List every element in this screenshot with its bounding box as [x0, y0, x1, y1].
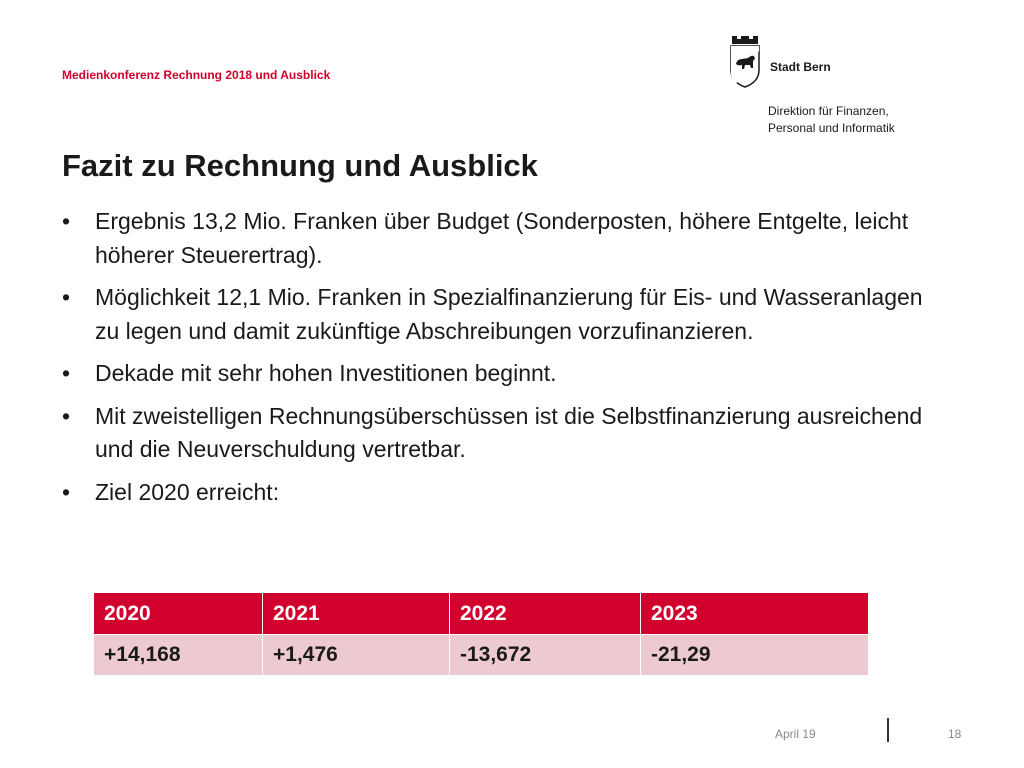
department-line: Personal und Informatik [768, 121, 895, 135]
slide-title: Fazit zu Rechnung und Ausblick [62, 148, 538, 183]
bullet-list [62, 205, 942, 518]
results-table [93, 592, 869, 676]
footer-divider [887, 718, 889, 742]
bullet-item [62, 400, 942, 467]
bullet-icon: • [62, 284, 71, 310]
table-header-row [94, 593, 869, 635]
table-header-cell: 2022 [450, 593, 641, 635]
city-logo [730, 34, 831, 88]
department-name [768, 103, 895, 137]
table-row [94, 635, 869, 676]
bullet-item [62, 281, 942, 348]
bullet-item [62, 205, 942, 272]
bullet-item [62, 476, 942, 510]
bullet-text: Dekade mit sehr hohen Investitionen beginnt. [95, 360, 557, 386]
bern-coat-of-arms-icon [730, 34, 760, 88]
footer-date: April 19 [775, 727, 816, 741]
bullet-icon: • [62, 360, 71, 386]
page-number: 18 [948, 727, 962, 741]
table-cell: -13,672 [450, 635, 641, 676]
bullet-item [62, 357, 942, 391]
table-cell: +14,168 [94, 635, 263, 676]
logo-text: Stadt Bern [770, 60, 831, 74]
bullet-icon: • [62, 478, 71, 505]
table-cell: -21,29 [641, 635, 869, 676]
bullet-text: Möglichkeit 12,1 Mio. Franken in Spezialfinanzierung für Eis- und Wasseranlagen zu legen und damit zukünftige Abschreibungen vorzufinanzieren. [95, 284, 923, 344]
table-header-cell: 2021 [263, 593, 450, 635]
table-header-cell: 2023 [641, 593, 869, 635]
table-cell: +1,476 [263, 635, 450, 676]
bullet-text: Ziel 2020 erreicht: [95, 478, 280, 505]
bullet-text: Mit zweistelligen Rechnungsüberschüssen ist die Selbstfinanzierung ausreichend und die Neuverschuldung vertretbar. [95, 402, 923, 462]
table-header-cell: 2020 [94, 593, 263, 635]
department-line: Direktion für Finanzen, [768, 104, 889, 118]
bullet-icon: • [62, 402, 71, 429]
bullet-text: Ergebnis 13,2 Mio. Franken über Budget (Sonderposten, höhere Entgelte, leicht höherer Steuerertrag). [95, 208, 909, 268]
bullet-icon: • [62, 208, 71, 234]
conference-title: Medienkonferenz Rechnung 2018 und Ausblick [62, 68, 331, 82]
